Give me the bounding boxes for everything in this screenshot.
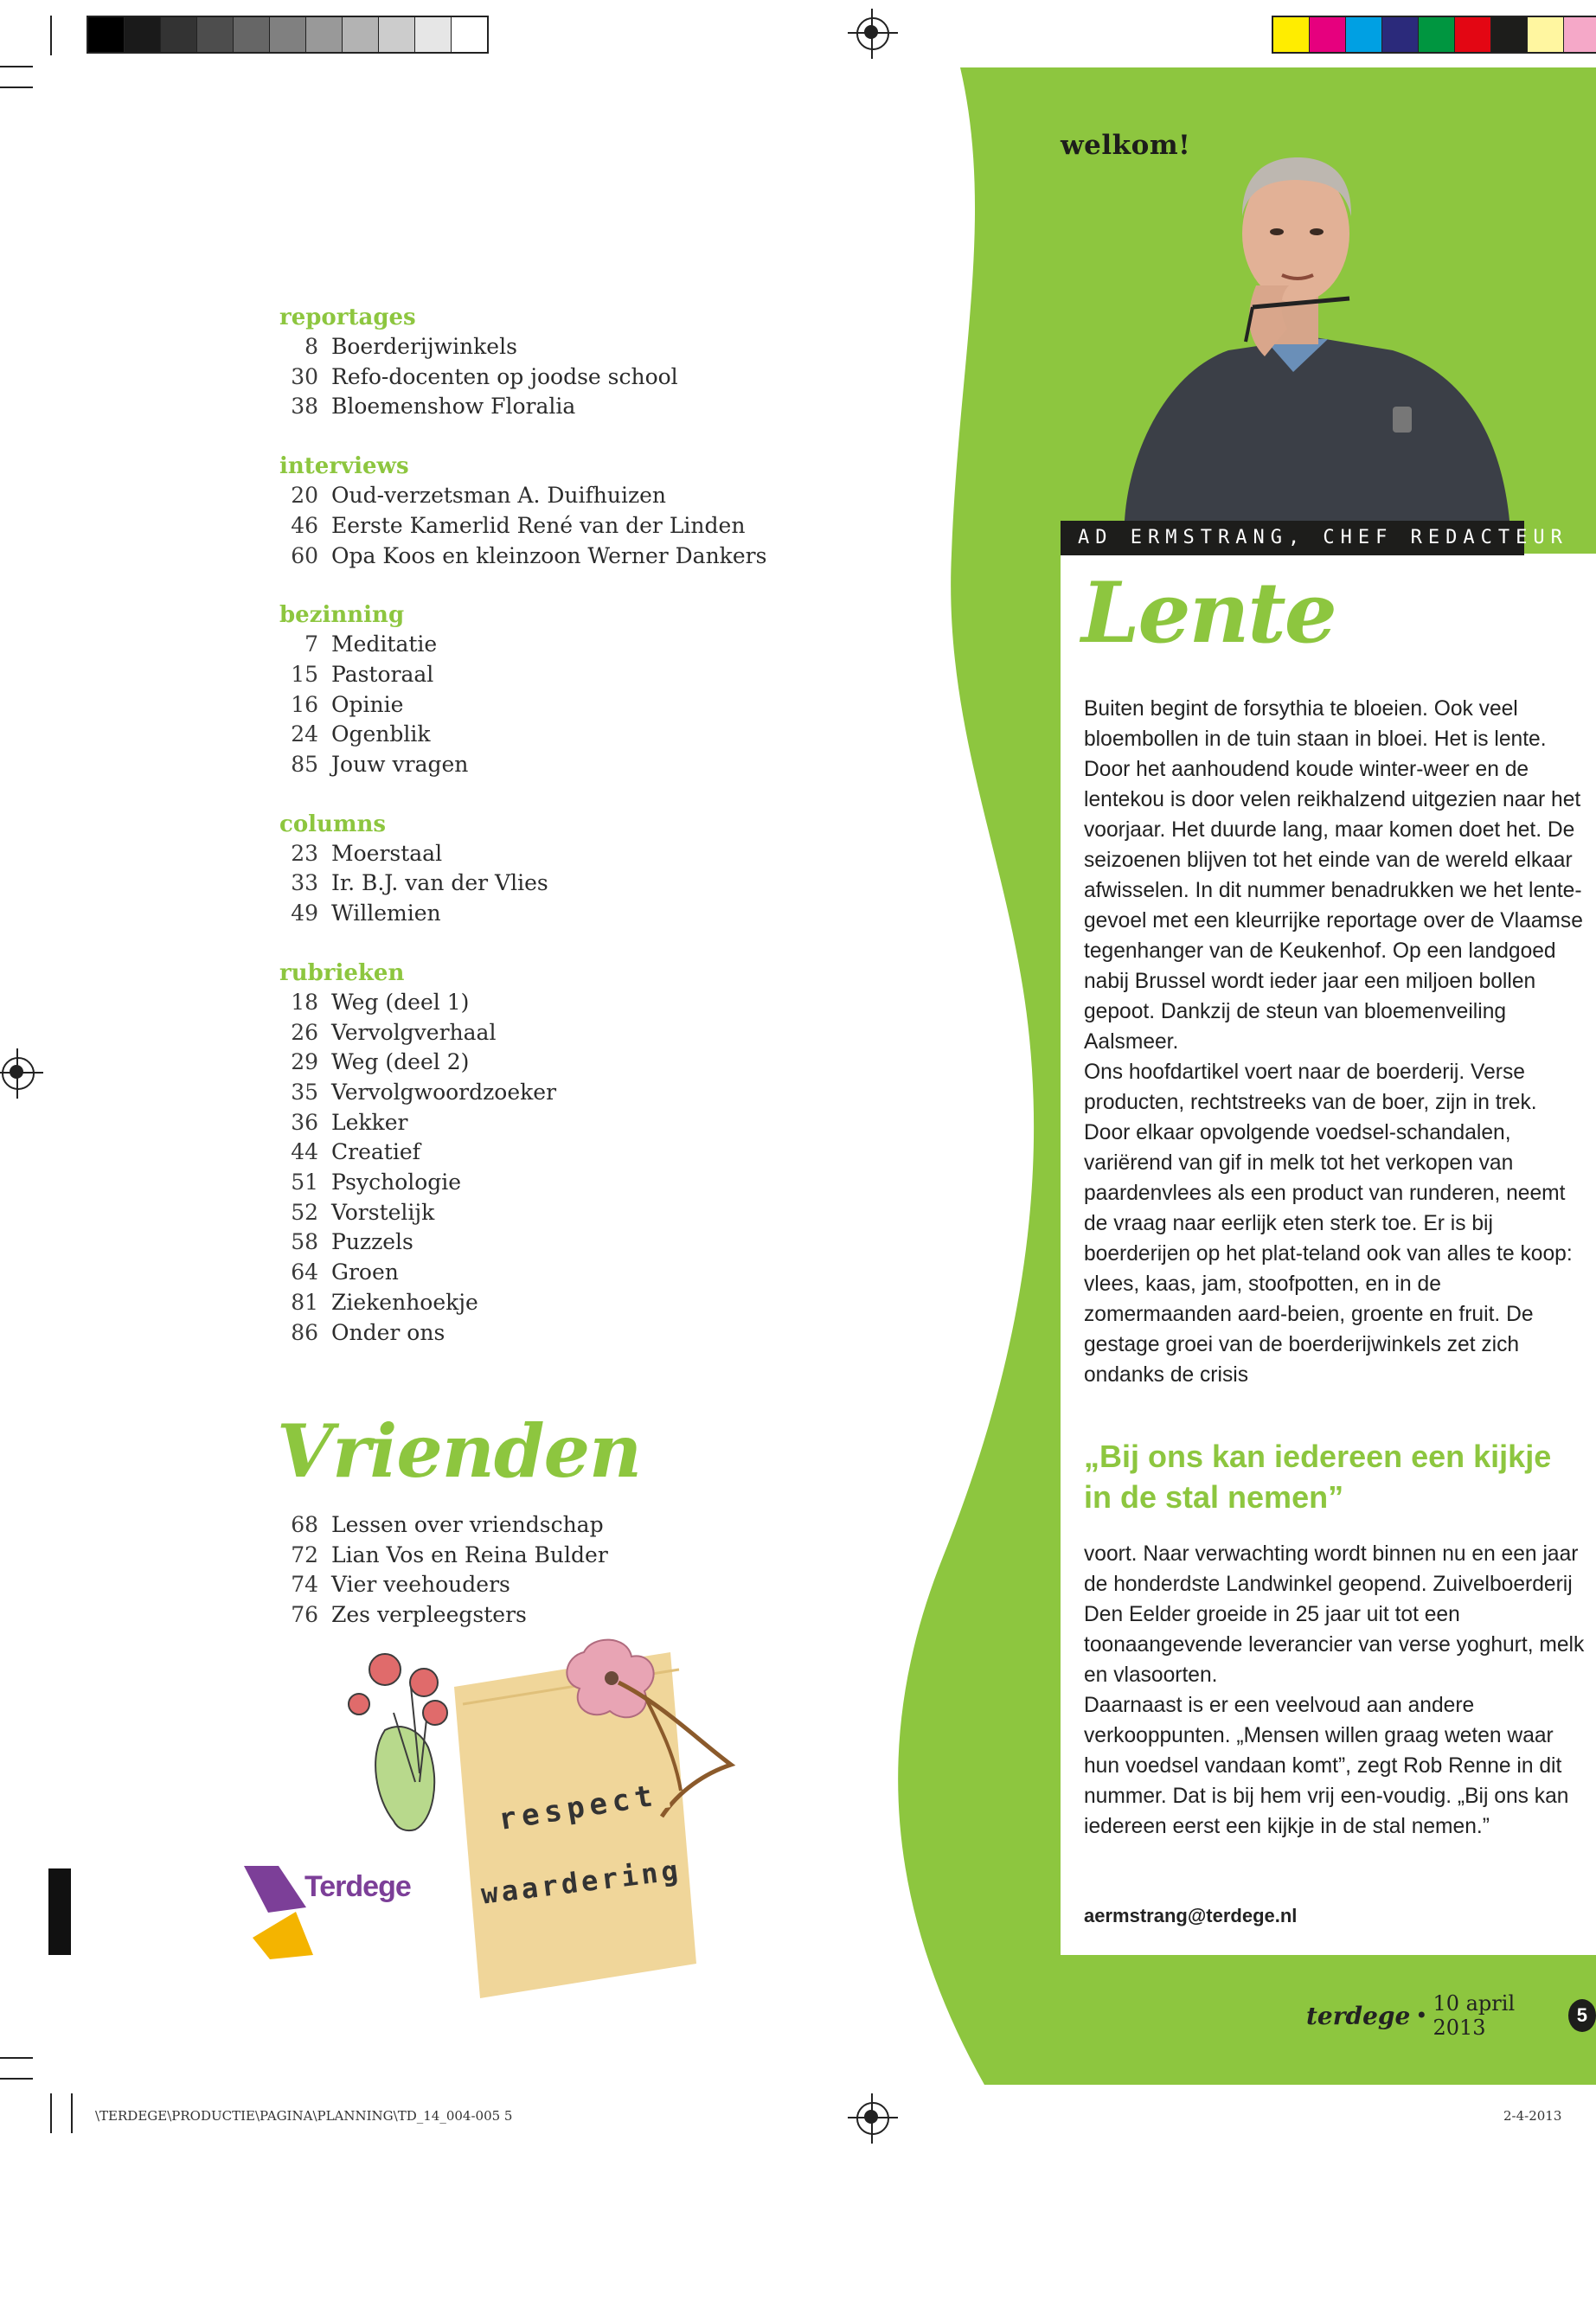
toc-entry[interactable] <box>279 630 833 660</box>
editorial-body-bottom <box>1084 1539 1586 1842</box>
toc-entry-label: Willemien <box>331 901 441 926</box>
slug-path: \TERDEGE\PRODUCTIE\PAGINA\PLANNING\TD_14_004-005 5 <box>95 2108 513 2124</box>
toc-section-heading: reportages <box>279 304 416 330</box>
toc-entry-label: Psychologie <box>331 1170 462 1195</box>
toc-entry[interactable] <box>279 690 833 721</box>
toc-page-number: 64 <box>291 1259 318 1285</box>
toc-page-number: 76 <box>291 1602 318 1628</box>
toc-entry-label: Ir. B.J. van der Vlies <box>331 870 548 896</box>
toc-entry[interactable] <box>279 750 833 780</box>
toc-page-number: 15 <box>291 661 318 687</box>
toc-page-number: 86 <box>291 1319 318 1345</box>
toc-entry-label: Refo-docenten op joodse school <box>331 363 678 389</box>
toc-entry[interactable] <box>279 481 833 511</box>
toc-entry-label: Puzzels <box>331 1229 413 1255</box>
toc-entry[interactable] <box>279 1541 608 1571</box>
toc-page-number: 7 <box>304 631 318 657</box>
toc-entry-label: Onder ons <box>331 1319 445 1345</box>
toc-entry[interactable] <box>279 362 833 393</box>
toc-entry[interactable] <box>279 1168 833 1198</box>
paragraph: Ons hoofdartikel voert naar de boerderij. Verse producten, rechtstreeks van de boer, zijn in trek. Door elkaar opvolgende voedsel-schandalen, variërend van gif in melk tot het verkopen van paardenvlees als een product van runderen, neemt de vraag naar eerlijk eten sterk toe. Er is bij boerderijen op het plat-teland ook van alles te koop: vlees, kaas, jam, stoofpotten, en in de zomermaanden aard-beien, groente en fruit. De gestage groei van de boerderijwinkels zet zich ondanks de crisis <box>1084 1061 1573 1387</box>
toc-entry[interactable] <box>279 988 833 1018</box>
toc-entry[interactable] <box>279 1227 833 1258</box>
toc-entry[interactable] <box>279 1018 833 1048</box>
toc-entry[interactable] <box>279 1108 833 1138</box>
toc-section-bezinning <box>279 600 833 780</box>
toc-page-number: 20 <box>291 483 318 509</box>
stamp-respect: respect <box>496 1778 660 1838</box>
toc-entry-label: Weg (deel 1) <box>331 989 470 1015</box>
special-section-title: Vrienden <box>277 1408 642 1494</box>
toc-page-number: 58 <box>291 1229 318 1255</box>
toc-section-heading: columns <box>279 811 387 837</box>
author-tag: AD ERMSTRANG, CHEF REDACTEUR <box>1061 521 1524 555</box>
pull-quote: „Bij ons kan iedereen een kijkje in de stal nemen” <box>1084 1439 1552 1515</box>
special-section-list <box>279 1510 608 1631</box>
toc-entry[interactable] <box>279 542 833 572</box>
toc-page-number: 60 <box>291 542 318 568</box>
toc-entry[interactable] <box>279 1258 833 1288</box>
toc-page-number: 49 <box>291 901 318 926</box>
toc-page-number: 8 <box>304 334 318 359</box>
toc-section-rubrieken <box>279 958 833 1348</box>
toc-entry[interactable] <box>279 1318 833 1349</box>
footer-brand: terdege <box>1306 2001 1411 2030</box>
paragraph: Buiten begint de forsythia te bloeien. Ook veel bloembollen in de tuin staan in bloei. Het is lente. Door het aanhoudend koude winter-weer en de lentekou is door velen reikhalzend uitgezien naar het voorjaar. Het duurde lang, maar komen doet het. De seizoenen blijven tot het einde van de wereld elkaar afwisselen. In dit nummer benadrukken we het lente-gevoel met een kleurrijke reportage over de Vlaamse tegenhanger van de Keukenhof. Op een landgoed nabij Brussel wordt ieder jaar een miljoen bollen gepoot. Dankzij de steun van bloemenveiling Aalsmeer. <box>1084 697 1583 1054</box>
toc-entry-label: Jouw vragen <box>331 752 469 778</box>
paragraph: voort. Naar verwachting wordt binnen nu en een jaar de honderdste Landwinkel geopend. Zuivelboerderij Den Eelder groeide in 25 jaar uit tot een toonaangevende leverancier van verse yoghurt, melk en vlasoorten. <box>1084 1542 1585 1687</box>
toc-entry[interactable] <box>279 660 833 690</box>
toc-entry[interactable] <box>279 1570 608 1600</box>
toc-entry[interactable] <box>279 1600 608 1631</box>
toc-entry[interactable] <box>279 899 833 929</box>
slug-date: 2-4-2013 <box>1503 2108 1562 2124</box>
toc-entry-label: Bloemenshow Floralia <box>331 394 576 420</box>
toc-entry-label: Pastoraal <box>331 661 434 687</box>
toc-entry-label: Vier veehouders <box>331 1572 510 1598</box>
toc-page-number: 44 <box>291 1139 318 1165</box>
toc-page-number: 36 <box>291 1109 318 1135</box>
toc-entry-label: Lessen over vriendschap <box>331 1512 604 1537</box>
toc-entry[interactable] <box>279 392 833 422</box>
toc-entry-label: Vorstelijk <box>331 1199 435 1225</box>
toc-page-number: 30 <box>291 363 318 389</box>
toc-section-heading: interviews <box>279 453 409 480</box>
toc-page-number: 16 <box>291 691 318 717</box>
toc-section-interviews <box>279 452 833 571</box>
author-email-link[interactable]: aermstrang@terdege.nl <box>1084 1905 1298 1926</box>
welcome-heading: welkom! <box>1061 130 1191 161</box>
toc-page-number: 18 <box>291 989 318 1015</box>
page-footer <box>1306 1991 1596 2040</box>
toc-page-number: 46 <box>291 512 318 538</box>
toc-entry[interactable] <box>279 720 833 750</box>
toc-entry-label: Eerste Kamerlid René van der Linden <box>331 512 746 538</box>
toc-entry-label: Meditatie <box>331 631 438 657</box>
page-number-badge: 5 <box>1568 1999 1596 2032</box>
toc-page-number: 24 <box>291 721 318 747</box>
toc-page-number: 38 <box>291 394 318 420</box>
toc-entry[interactable] <box>279 1138 833 1168</box>
toc-entry-label: Ogenblik <box>331 721 431 747</box>
toc-entry[interactable] <box>279 1510 608 1541</box>
toc-page-number: 51 <box>291 1170 318 1195</box>
footer-date: 10 april 2013 <box>1433 1991 1516 2040</box>
footer-separator: • <box>1415 2003 1428 2028</box>
toc-page-number: 23 <box>291 840 318 866</box>
toc-entry-label: Boerderijwinkels <box>331 334 517 359</box>
toc-entry[interactable] <box>279 839 833 869</box>
toc-entry-label: Lekker <box>331 1109 408 1135</box>
toc-entry-label: Opa Koos en kleinzoon Werner Dankers <box>331 542 767 568</box>
editorial-body-top <box>1084 694 1586 1390</box>
stamp-waardering: waardering <box>479 1853 683 1911</box>
toc-section-heading: bezinning <box>279 602 405 629</box>
paragraph: Daarnaast is er een veelvoud aan andere verkooppunten. „Mensen willen graag weten waar hun voedsel vandaan komt”, zegt Rob Renne in dit nummer. Dat is bij hem vrij een-voudig. „Bij ons kan iedereen eerst een kijkje in de stal nemen.” <box>1084 1694 1569 1838</box>
toc-entry-label: Oud-verzetsman A. Duifhuizen <box>331 483 667 509</box>
toc-entry[interactable] <box>279 1288 833 1318</box>
toc-page-number: 72 <box>291 1541 318 1567</box>
toc-section-reportages <box>279 303 833 422</box>
toc-entry-label: Creatief <box>331 1139 420 1165</box>
toc-page-number: 33 <box>291 870 318 896</box>
toc-entry[interactable] <box>279 332 833 362</box>
toc-entry-label: Weg (deel 2) <box>331 1049 470 1075</box>
toc-page-number: 29 <box>291 1049 318 1075</box>
toc-page-number: 74 <box>291 1572 318 1598</box>
respect-tag-illustration <box>333 1635 895 2024</box>
toc-entry-label: Opinie <box>331 691 404 717</box>
toc-section-columns <box>279 810 833 929</box>
toc-page-number: 52 <box>291 1199 318 1225</box>
toc-entry[interactable] <box>279 868 833 899</box>
table-of-contents <box>279 303 833 1377</box>
toc-page-number: 26 <box>291 1019 318 1045</box>
toc-entry-label: Lian Vos en Reina Bulder <box>331 1541 608 1567</box>
toc-page-number: 68 <box>291 1512 318 1537</box>
toc-entry-label: Ziekenhoekje <box>331 1289 478 1315</box>
toc-page-number: 35 <box>291 1079 318 1105</box>
toc-entry[interactable] <box>279 1198 833 1228</box>
toc-page-number: 81 <box>291 1289 318 1315</box>
toc-entry-label: Zes verpleegsters <box>331 1602 527 1628</box>
editorial-title: Lente <box>1081 564 1336 662</box>
toc-entry-label: Moerstaal <box>331 840 443 866</box>
terdege-logo-text: Terdege <box>304 1870 411 1903</box>
toc-section-heading: rubrieken <box>279 959 405 986</box>
toc-entry-label: Vervolgwoordzoeker <box>331 1079 557 1105</box>
toc-entry[interactable] <box>279 1078 833 1108</box>
toc-entry-label: Groen <box>331 1259 399 1285</box>
toc-entry[interactable] <box>279 511 833 542</box>
toc-entry[interactable] <box>279 1048 833 1078</box>
toc-page-number: 85 <box>291 752 318 778</box>
toc-entry-label: Vervolgverhaal <box>331 1019 497 1045</box>
